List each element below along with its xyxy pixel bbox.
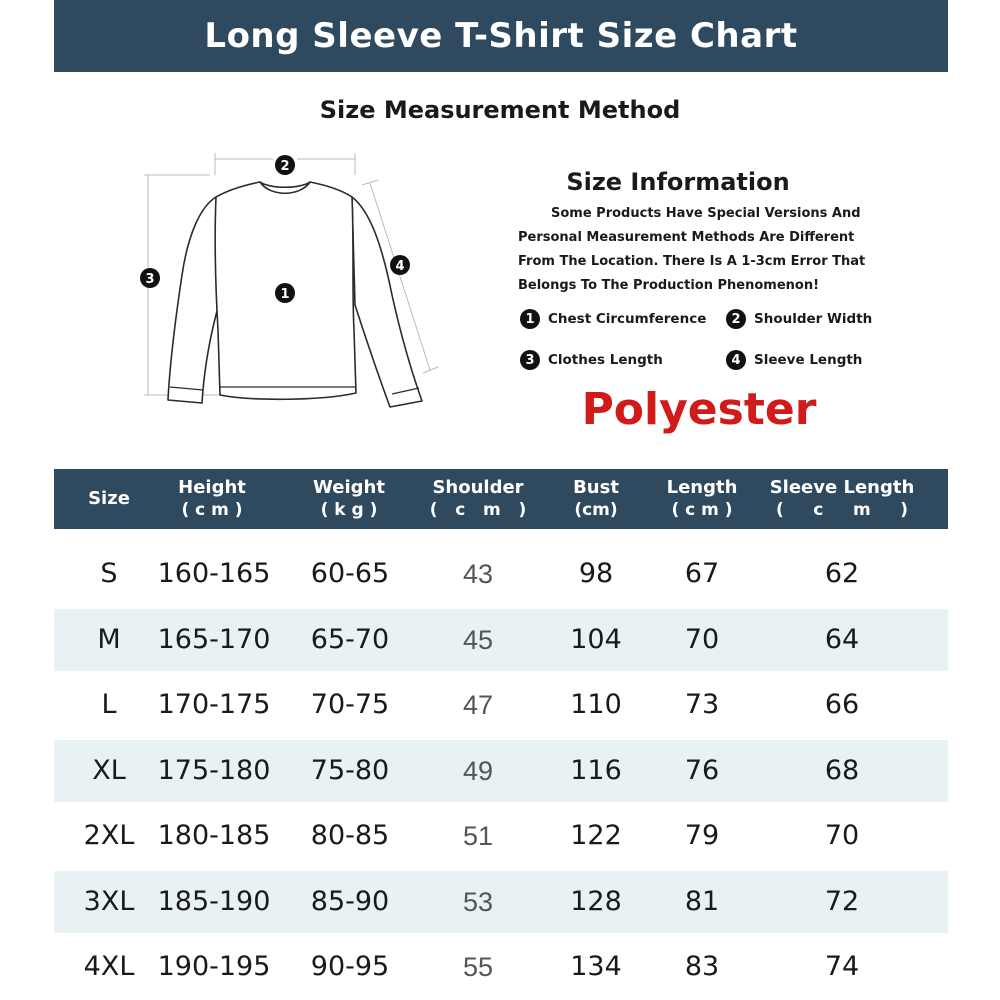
legend-length (520, 350, 663, 370)
table-row (54, 805, 948, 867)
cell-height: 185-190 (157, 885, 271, 917)
marker-4: 4 (395, 259, 405, 274)
header-label: Size (88, 488, 130, 509)
cell-height: 180-185 (157, 820, 271, 851)
cell-weight: 80-85 (310, 820, 390, 851)
table-row (54, 543, 948, 605)
cell-size: XL (92, 754, 126, 786)
legend-chest (520, 309, 706, 329)
info-line: Personal Measurement Methods Are Different (518, 230, 855, 245)
cell-size: 3XL (83, 885, 135, 917)
cell-length: 79 (684, 820, 720, 851)
cell-weight: 65-70 (310, 623, 390, 655)
cell-bust: 128 (570, 885, 622, 917)
cell-shoulder: 55 (462, 952, 494, 982)
cell-bust: 116 (570, 754, 622, 786)
number-badge: 1 (520, 309, 540, 329)
cell-size: 2XL (83, 820, 135, 851)
cell-weight: 85-90 (310, 885, 390, 917)
header-label: Length (666, 477, 738, 498)
cell-bust: 98 (578, 558, 614, 589)
cell-bust: 110 (570, 689, 622, 720)
header-length (667, 469, 738, 529)
info-line: Belongs To The Production Phenomenon! (518, 278, 820, 293)
marker-1: 1 (280, 287, 290, 302)
size-table-header (54, 469, 948, 529)
number-badge: 2 (726, 309, 746, 329)
header-size (88, 469, 130, 529)
cell-height: 190-195 (157, 951, 271, 982)
cell-sleeve-length: 62 (824, 558, 860, 589)
header-unit: ( c m ) (429, 500, 527, 520)
cell-length: 76 (684, 754, 720, 786)
cell-sleeve-length: 70 (824, 820, 860, 851)
shirt-diagram (130, 145, 450, 425)
cell-sleeve-length: 74 (824, 951, 860, 982)
cell-shoulder: 49 (462, 755, 494, 786)
cell-size: M (97, 623, 121, 655)
cell-shoulder: 45 (462, 624, 494, 655)
cell-weight: 75-80 (310, 754, 390, 786)
info-line: Some Products Have Special Versions And (551, 206, 861, 221)
number-badge: 3 (520, 350, 540, 370)
header-unit: ( c m ) (775, 500, 909, 520)
size-information (518, 168, 888, 298)
cell-length: 83 (684, 951, 720, 982)
long-sleeve-shirt-illustration (130, 145, 450, 425)
table-row (54, 871, 948, 933)
size-information-text (518, 202, 888, 298)
cell-bust: 122 (570, 820, 622, 851)
header-sleeve-length (770, 469, 915, 529)
legend-label: Clothes Length (548, 352, 663, 368)
chart-title: Long Sleeve T-Shirt Size Chart (204, 16, 798, 56)
header-unit: (cm) (574, 500, 618, 520)
header-unit: ( c m ) (181, 500, 243, 520)
cell-size: 4XL (83, 951, 135, 982)
legend-label: Shoulder Width (754, 311, 873, 327)
legend-label: Sleeve Length (754, 352, 863, 368)
cell-length: 81 (684, 885, 720, 917)
cell-sleeve-length: 64 (824, 623, 860, 655)
cell-length: 70 (684, 623, 720, 655)
header-label: Sleeve Length (769, 477, 915, 498)
cell-height: 175-180 (157, 754, 271, 786)
cell-shoulder: 53 (462, 886, 494, 917)
cell-sleeve-length: 72 (824, 885, 860, 917)
table-row (54, 674, 948, 736)
cell-size: S (100, 558, 118, 589)
legend-label: Chest Circumference (548, 311, 707, 327)
cell-length: 67 (684, 558, 720, 589)
header-label: Weight (313, 477, 385, 498)
cell-sleeve-length: 66 (824, 689, 860, 720)
marker-3: 3 (145, 272, 155, 287)
cell-weight: 70-75 (310, 689, 390, 720)
material-label: Polyester (581, 384, 817, 435)
cell-shoulder: 47 (462, 690, 494, 720)
cell-shoulder: 51 (462, 821, 494, 851)
table-row (54, 609, 948, 671)
header-shoulder (430, 469, 527, 529)
header-unit: ( c m ) (671, 500, 733, 520)
cell-bust: 104 (570, 623, 622, 655)
cell-bust: 134 (570, 951, 622, 982)
header-unit: ( k g ) (320, 500, 378, 520)
header-weight (313, 469, 385, 529)
cell-height: 170-175 (157, 689, 271, 720)
header-height (178, 469, 246, 529)
header-label: Height (178, 477, 246, 498)
cell-weight: 60-65 (310, 558, 390, 589)
number-badge: 4 (726, 350, 746, 370)
header-bust (573, 469, 619, 529)
legend-sleeve (726, 350, 862, 370)
legend-shoulder (726, 309, 872, 329)
cell-weight: 90-95 (310, 951, 390, 982)
cell-shoulder: 43 (462, 559, 494, 589)
header-label: Shoulder (432, 477, 524, 498)
table-row (54, 936, 948, 998)
title-banner (54, 0, 948, 72)
cell-size: L (101, 689, 117, 720)
table-row (54, 740, 948, 802)
marker-2: 2 (280, 159, 290, 174)
measurement-method-title: Size Measurement Method (319, 96, 681, 124)
header-label: Bust (573, 477, 619, 498)
cell-height: 165-170 (157, 623, 271, 655)
info-line: From The Location. There Is A 1-3cm Error That (518, 254, 866, 269)
size-information-title: Size Information (566, 168, 790, 196)
cell-height: 160-165 (157, 558, 271, 589)
cell-sleeve-length: 68 (824, 754, 860, 786)
cell-length: 73 (684, 689, 720, 720)
